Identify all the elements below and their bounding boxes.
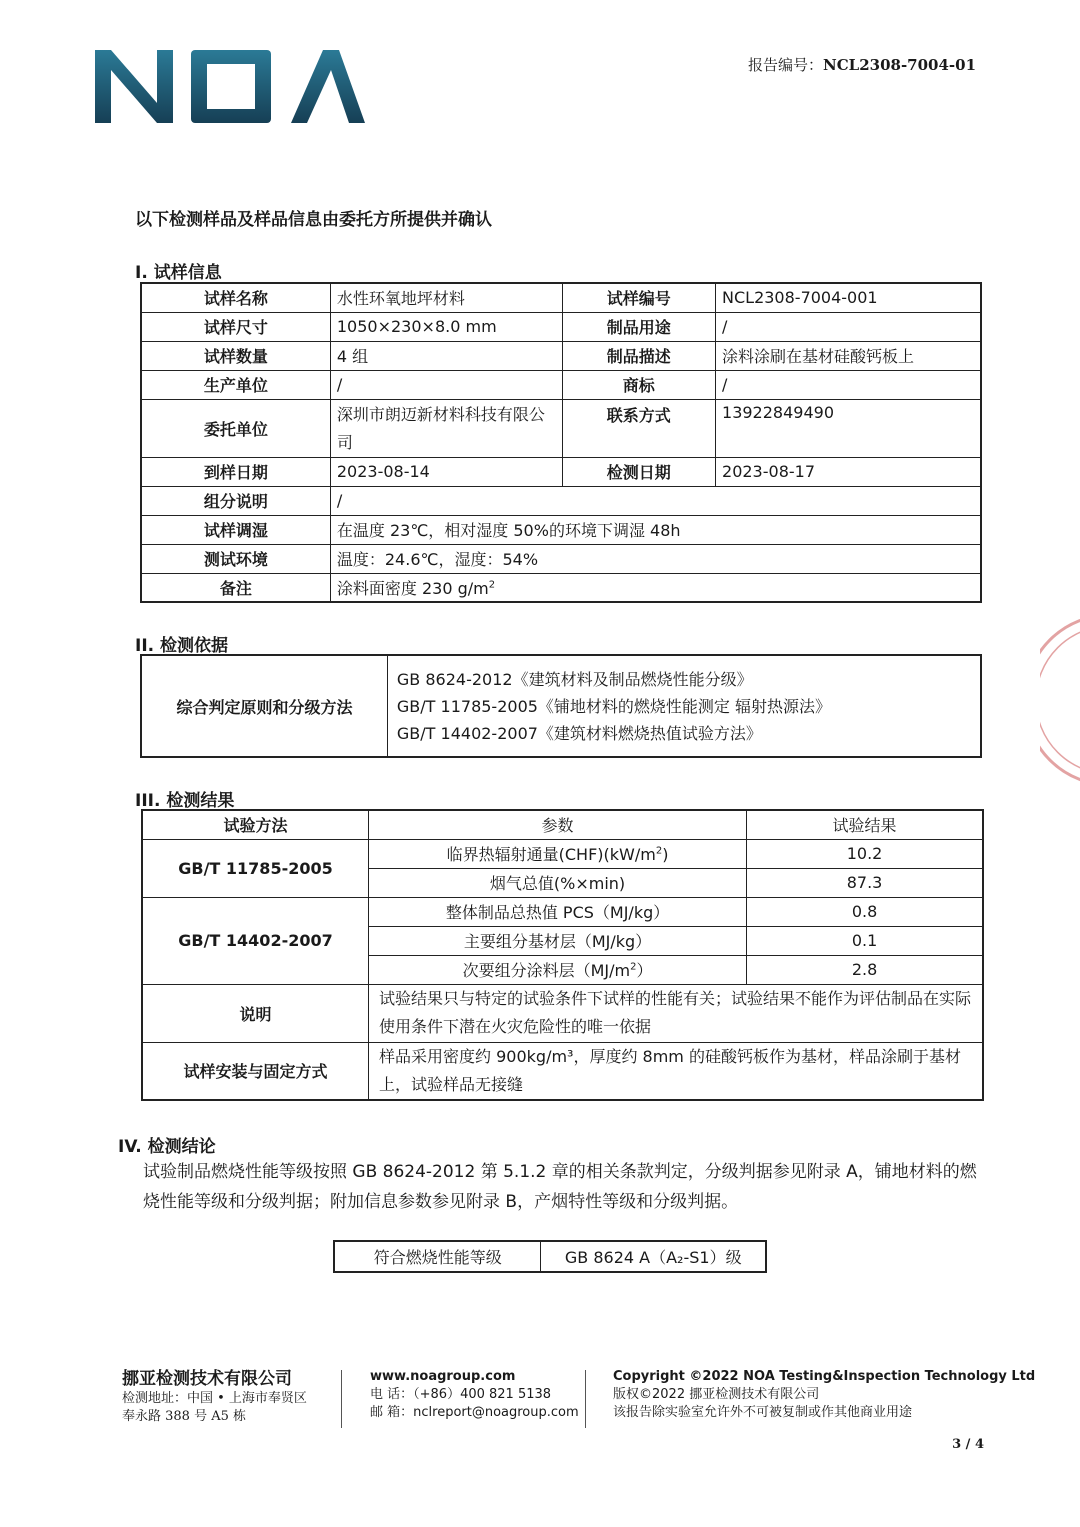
cell-label: 试样数量 <box>141 341 330 370</box>
cell-label: 制品用途 <box>562 312 716 341</box>
table-row <box>141 457 981 486</box>
footer-website[interactable]: www.noagroup.com <box>370 1369 516 1384</box>
mount-text: 样品采用密度约 900kg/m³，厚度约 8mm 的硅酸钙板作为基材，样品涂刷于基材上，试验样品无接缝 <box>369 1042 983 1100</box>
report-number <box>748 54 976 75</box>
cell-label: 备注 <box>141 573 330 602</box>
grade-label: 符合燃烧性能等级 <box>334 1241 541 1272</box>
result-cell: 0.1 <box>747 926 983 955</box>
footer-copyright-block <box>613 1368 1035 1422</box>
table-row <box>142 839 983 868</box>
method-cell: GB/T 14402-2007 <box>142 897 369 984</box>
result-cell: 0.8 <box>747 897 983 926</box>
table-row <box>141 312 981 341</box>
table-row <box>334 1241 766 1272</box>
section-4-title: IV. 检测结论 <box>118 1137 216 1157</box>
cell-value: 涂料涂刷在基材硅酸钙板上 <box>716 341 981 370</box>
section-3-title: III. 检测结果 <box>135 791 235 811</box>
cell-label: 说明 <box>142 984 369 1042</box>
report-number-label: 报告编号： <box>748 56 824 74</box>
cell-value: 4 组 <box>330 341 562 370</box>
cell-label: 商标 <box>562 370 716 399</box>
column-header: 试验结果 <box>747 810 983 839</box>
footer-divider <box>341 1370 342 1428</box>
cell-value: 2023-08-17 <box>716 457 981 486</box>
footer-address-line2: 奉永路 388 号 A5 栋 <box>122 1409 247 1424</box>
cell-label: 制品描述 <box>562 341 716 370</box>
sample-info-table <box>140 282 982 603</box>
cell-label: 委托单位 <box>141 399 330 457</box>
column-header: 参数 <box>369 810 747 839</box>
footer-contact-block <box>370 1368 579 1422</box>
table-row <box>142 984 983 1042</box>
param-text: 次要组分涂料层（MJ/m <box>462 961 631 980</box>
page-number: 3 / 4 <box>952 1437 984 1452</box>
basis-table <box>140 654 982 758</box>
remark-superscript: 2 <box>488 579 496 591</box>
cell-label: 联系方式 <box>562 399 716 457</box>
footer-company-block <box>122 1368 307 1426</box>
footer-email[interactable]: 邮 箱：nclreport@noagroup.com <box>370 1405 579 1420</box>
footer-company: 挪亚检测技术有限公司 <box>122 1369 292 1389</box>
table-row <box>141 341 981 370</box>
cell-value <box>330 573 981 602</box>
footer-phone: 电 话：（+86）400 821 5138 <box>370 1387 552 1402</box>
cell-label: 综合判定原则和分级方法 <box>141 655 387 757</box>
standard-item: GB 8624-2012《建筑材料及制品燃烧性能分级》 <box>396 669 753 689</box>
noa-logo <box>95 48 365 123</box>
footer-copyright-cn: 版权©2022 挪亚检测技术有限公司 <box>613 1387 820 1402</box>
param-superscript: 2 <box>655 845 663 857</box>
report-number-value: NCL2308-7004-01 <box>823 56 977 74</box>
cell-value: / <box>330 370 562 399</box>
table-row <box>141 486 981 515</box>
cell-value: 13922849490 <box>716 399 981 457</box>
grade-table <box>333 1240 767 1273</box>
note-text: 试验结果只与特定的试验条件下试样的性能有关；试验结果不能作为评估制品在实际使用条件下潜在火灾危险性的唯一依据 <box>369 984 983 1042</box>
table-row <box>141 515 981 544</box>
cell-value: 在温度 23℃，相对湿度 50%的环境下调湿 48h <box>330 515 981 544</box>
grade-value: GB 8624 A（A₂-S1）级 <box>541 1241 766 1272</box>
method-cell: GB/T 11785-2005 <box>142 839 369 897</box>
result-cell: 2.8 <box>747 955 983 984</box>
table-row <box>142 1042 983 1100</box>
cell-value: 深圳市朗迈新材料科技有限公司 <box>330 399 562 457</box>
cell-value: / <box>716 312 981 341</box>
intro-statement: 以下检测样品及样品信息由委托方所提供并确认 <box>135 210 492 230</box>
results-table <box>141 809 984 1101</box>
cell-label: 测试环境 <box>141 544 330 573</box>
cell-label: 试样编号 <box>562 283 716 312</box>
conclusion-text: 试验制品燃烧性能等级按照 GB 8624-2012 第 5.1.2 章的相关条款判定，分级判据参见附录 A，铺地材料的燃烧性能等级和分级判据；附加信息参数参见附录 B，产烟特性等级和分级判据。 <box>143 1162 977 1212</box>
param-cell <box>369 839 747 868</box>
cell-label: 到样日期 <box>141 457 330 486</box>
param-tail: ） <box>636 961 653 980</box>
cell-label: 生产单位 <box>141 370 330 399</box>
cell-label: 组分说明 <box>141 486 330 515</box>
cell-label: 试样尺寸 <box>141 312 330 341</box>
cell-value: 水性环氧地坪材料 <box>330 283 562 312</box>
footer-notice: 该报告除实验室允许外不可被复制或作其他商业用途 <box>613 1405 913 1420</box>
standards-cell <box>387 655 981 757</box>
section-2-title: II. 检测依据 <box>135 636 229 656</box>
cell-label: 试样调湿 <box>141 515 330 544</box>
cell-label: 试样安装与固定方式 <box>142 1042 369 1100</box>
footer-divider <box>585 1370 586 1428</box>
cell-value: / <box>330 486 981 515</box>
footer-copyright-en: Copyright ©2022 NOA Testing&Inspection Technology Ltd <box>613 1369 1036 1384</box>
param-superscript: 2 <box>630 961 637 973</box>
table-row <box>141 283 981 312</box>
param-cell: 烟气总值(%×min) <box>369 868 747 897</box>
seal-stamp <box>1040 600 1080 800</box>
result-cell: 87.3 <box>747 868 983 897</box>
cell-value: 温度：24.6℃，湿度：54% <box>330 544 981 573</box>
standard-item: GB/T 11785-2005《铺地材料的燃烧性能测定 辐射热源法》 <box>396 696 832 716</box>
section-1-title: I. 试样信息 <box>135 263 222 283</box>
table-row <box>142 897 983 926</box>
cell-label: 试样名称 <box>141 283 330 312</box>
param-cell: 主要组分基材层（MJ/kg） <box>369 926 747 955</box>
table-row <box>141 573 981 602</box>
table-row <box>141 655 981 757</box>
param-cell: 整体制品总热值 PCS（MJ/kg） <box>369 897 747 926</box>
table-row <box>141 399 981 457</box>
standard-item: GB/T 14402-2007《建筑材料燃烧热值试验方法》 <box>396 723 762 743</box>
footer-address-line1: 检测地址：中国 • 上海市奉贤区 <box>122 1391 307 1406</box>
cell-value: 1050×230×8.0 mm <box>330 312 562 341</box>
table-row <box>141 370 981 399</box>
param-text: 临界热辐射通量(CHF)(kW/m <box>446 845 656 864</box>
cell-value: 2023-08-14 <box>330 457 562 486</box>
param-tail: ) <box>662 845 669 864</box>
cell-label: 检测日期 <box>562 457 716 486</box>
remark-text: 涂料面密度 230 g/m <box>336 578 489 598</box>
table-row <box>141 544 981 573</box>
cell-value: / <box>716 370 981 399</box>
cell-value: NCL2308-7004-001 <box>716 283 981 312</box>
param-cell <box>369 955 747 984</box>
table-header-row <box>142 810 983 839</box>
result-cell: 10.2 <box>747 839 983 868</box>
column-header: 试验方法 <box>142 810 369 839</box>
